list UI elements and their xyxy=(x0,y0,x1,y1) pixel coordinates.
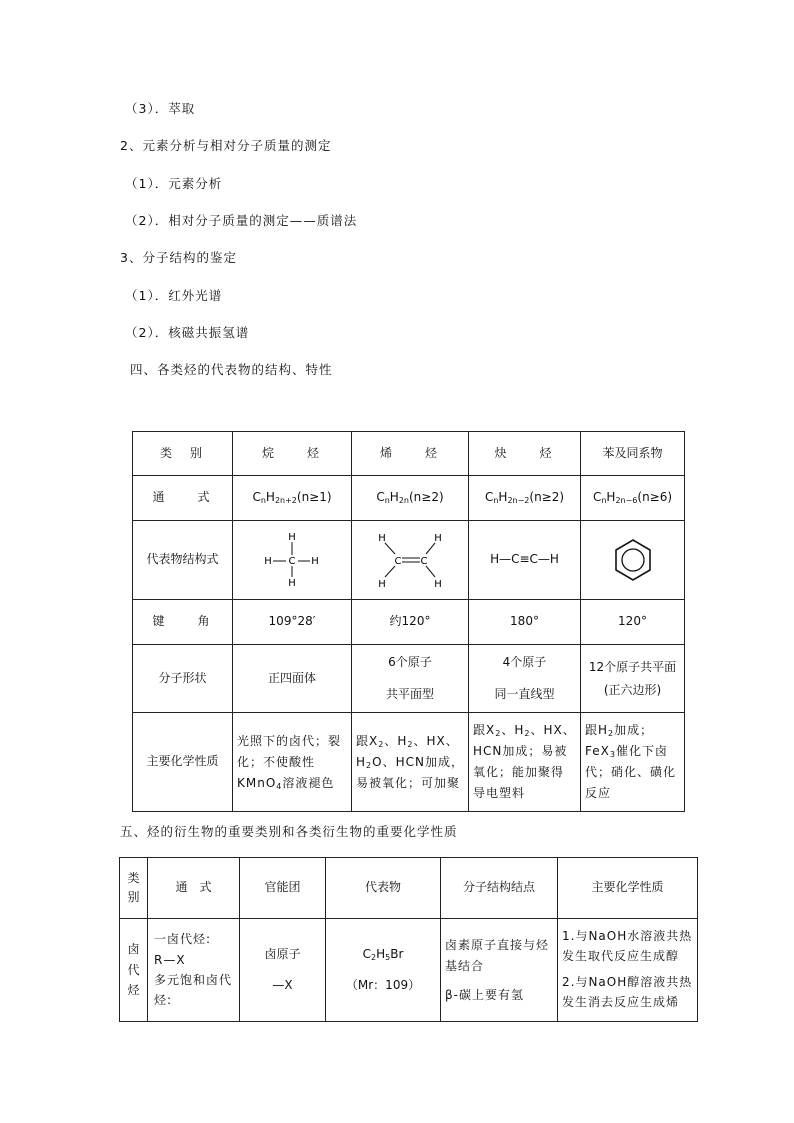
representative: $C_2H_5Br$ （Mr：109） xyxy=(326,919,441,1022)
svg-text:H: H xyxy=(288,578,296,589)
table-row xyxy=(133,645,685,713)
header-cell: 代表物 xyxy=(326,858,441,919)
ethylene-structure-diagram xyxy=(370,530,450,590)
text-line: （2）．核磁共振氢谱 xyxy=(125,325,250,340)
molecule-shape: 4个原子 同一直线型 xyxy=(469,645,581,713)
svg-text:H: H xyxy=(264,556,272,567)
general-formula: $C_nH_{2n-6}(n\ge 6)$ xyxy=(581,476,685,521)
svg-text:H: H xyxy=(434,533,442,544)
row-label: 通 式 xyxy=(133,476,233,521)
table-row xyxy=(133,432,685,476)
table-row xyxy=(133,476,685,521)
svg-text:H: H xyxy=(378,533,386,544)
header-cell: 炔 烃 xyxy=(469,432,581,476)
bond-angle: 109°28′ xyxy=(233,600,352,645)
svg-text:C: C xyxy=(420,556,428,567)
header-cell: 类别 xyxy=(120,858,148,919)
general-formula: $C_nH_{2n}(n\ge 2)$ xyxy=(352,476,469,521)
svg-text:H: H xyxy=(288,532,296,543)
molecule-shape: 12个原子共平面(正六边形) xyxy=(581,645,685,713)
svg-text:H: H xyxy=(434,579,442,590)
chemical-properties: 跟$X_2$、$H_2$、HX、HCN加成；易被氧化；能加聚得导电塑料 xyxy=(469,713,581,812)
chemical-properties: 光照下的卤代；裂化；不使酸性KMnO$_4$溶液褪色 xyxy=(233,713,352,812)
methane-structure xyxy=(233,521,352,600)
benzene-ring-icon xyxy=(608,535,658,585)
text-line: （1）．元素分析 xyxy=(125,176,223,191)
table-row xyxy=(133,600,685,645)
header-cell: 通 式 xyxy=(148,858,240,919)
svg-text:C: C xyxy=(394,556,402,567)
text-line: （2）．相对分子质量的测定——质谱法 xyxy=(125,213,358,228)
chemical-properties: 跟$H_2$加成；FeX$_3$催化下卤代；硝化、磺化反应 xyxy=(581,713,685,812)
row-label: 代表物结构式 xyxy=(133,521,233,600)
ethylene-structure xyxy=(352,521,469,600)
header-cell: 类 别 xyxy=(133,432,233,476)
text-line: （1）．红外光谱 xyxy=(125,288,223,303)
table-row xyxy=(120,919,698,1022)
methane-structure-diagram xyxy=(257,530,327,590)
table-row xyxy=(133,713,685,812)
section-heading: 四、各类烃的代表物的结构、特性 xyxy=(130,362,333,377)
text-line: （3）．萃取 xyxy=(125,101,196,116)
header-cell: 烯 烃 xyxy=(352,432,469,476)
svg-text:C: C xyxy=(288,556,296,567)
benzene-structure xyxy=(581,521,685,600)
section-heading: 2、元素分析与相对分子质量的测定 xyxy=(120,138,332,153)
general-formula: 一卤代烃: R—X 多元饱和卤代烃: xyxy=(148,919,240,1022)
bond-angle: 180° xyxy=(469,600,581,645)
hydrocarbon-table xyxy=(132,431,685,812)
section-heading: 五、烃的衍生物的重要类别和各类衍生物的重要化学性质 xyxy=(120,824,458,839)
category-cell: 卤代烃 xyxy=(120,919,148,1022)
bond-angle: 120° xyxy=(581,600,685,645)
svg-text:H: H xyxy=(378,579,386,590)
chemical-properties: 跟$X_2$、$H_2$、HX、$H_2O$、HCN加成，易被氧化；可加聚 xyxy=(352,713,469,812)
molecule-shape: 正四面体 xyxy=(233,645,352,713)
section-heading: 3、分子结构的鉴定 xyxy=(120,250,237,265)
chemical-properties: 1.与NaOH水溶液共热发生取代反应生成醇 2.与NaOH醇溶液共热发生消去反应生成烯 xyxy=(558,919,698,1022)
svg-text:H: H xyxy=(311,556,319,567)
acetylene-structure: H—C≡C—H xyxy=(469,521,581,600)
header-cell: 主要化学性质 xyxy=(558,858,698,919)
row-label: 键 角 xyxy=(133,600,233,645)
table-row xyxy=(120,858,698,919)
functional-group: 卤原子 —X xyxy=(240,919,326,1022)
derivative-table xyxy=(119,857,698,1022)
structure-points: 卤素原子直接与烃基结合 β-碳上要有氢 xyxy=(441,919,558,1022)
molecule-shape: 6个原子 共平面型 xyxy=(352,645,469,713)
general-formula: $C_nH_{2n+2}(n\ge 1)$ xyxy=(233,476,352,521)
general-formula: $C_nH_{2n-2}(n\ge 2)$ xyxy=(469,476,581,521)
header-cell: 烷 烃 xyxy=(233,432,352,476)
table-row xyxy=(133,521,685,600)
row-label: 主要化学性质 xyxy=(133,713,233,812)
header-cell: 分子结构结点 xyxy=(441,858,558,919)
bond-angle: 约120° xyxy=(352,600,469,645)
header-cell: 官能团 xyxy=(240,858,326,919)
row-label: 分子形状 xyxy=(133,645,233,713)
header-cell: 苯及同系物 xyxy=(581,432,685,476)
